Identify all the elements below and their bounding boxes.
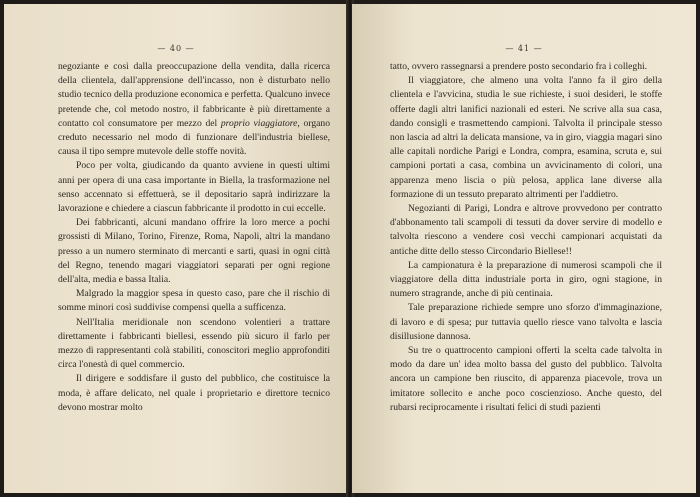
- paragraph: Tale preparazione richiede sempre uno sforzo d'immaginazione, di lavoro e di spesa; pur tuttavia quello riesce vano talvolta e lascia disillusione dannosa.: [390, 302, 662, 342]
- paragraph: Il viaggiatore, che almeno una volta l'anno fa il giro della clientela e l'avvicina, studia le sue richieste, i suoi desideri, le stoffe offerte dagli altri lanifici nazionali ed esteri. Ne scrive alla sua casa, dando consigli e trasmettendo campioni. Talvolta il principale stesso non lascia ad altri la delicata mansione, va in giro, viaggia magari sino alle capitali nordiche Parigi e Londra, compra, esamina, scruta e, sui campioni portati a casa, combina un avvicinamento di colori, una apparenza meno liscia o più pelosa, applica lane diverse alla formazione di un tessuto preparato altrimenti per l'addietro.: [390, 75, 662, 200]
- paragraph: negoziante e così dalla preoccupazione della vendita, dalla ricerca della clientela, dall'apprensione dell'incasso, non è disturbato nello studio tecnico della produzione economica e perfetta. Qualcuno invece pretende che, col metodo nostro, il fabbricante è più direttamente a contatto col consumatore per mezzo del proprio viaggiatore, organo creduto necessario nel modo di funzionare dell'industria biellese, causa il tipo sempre mutevole delle stoffe novità.: [58, 61, 330, 158]
- paragraph: Malgrado la maggior spesa in questo caso, pare che il rischio di somme minori così suddivise compensi quella a sufficenza.: [58, 288, 330, 314]
- paragraph: Dei fabbricanti, alcuni mandano offrire la loro merce a pochi grossisti di Milano, Torino, Firenze, Roma, Napoli, altri la mandano presso a un numero sterminato di mercanti e sarti, quasi in ogni città del Regno, tenendo magari viaggiatori separati per ogni regione dell'alta, media e bassa Italia.: [58, 217, 330, 286]
- right-page: [352, 4, 696, 493]
- paragraph: Negozianti di Parigi, Londra e altrove provvedono per contratto d'abbonamento tali scampoli di tessuti da dover servire di modello e talvolta riescono a vendere così vecchi campionari acquistati da antiche ditte dello stesso Circondario Biellese!!: [390, 203, 662, 257]
- page-body: [58, 60, 330, 415]
- paragraph: Il dirigere e soddisfare il gusto del pubblico, che costituisce la moda, è affare delicato, nel quale i proprietario e direttore tecnico devono mostrar molto: [58, 373, 330, 413]
- page-body: [390, 60, 662, 415]
- paragraph: La campionatura è la preparazione di numerosi scampoli che il viaggiatore della ditta industriale porta in giro, ogni stagione, in numero stragrande, anche di più centinaia.: [390, 259, 662, 300]
- paragraph: Nell'Italia meridionale non scendono volentieri a trattare direttamente i fabbricanti biellesi, essendo più sicuro il farlo per mezzo di rappresentanti colà stabiliti, conoscitori meglio approfonditi circa l'onestà di quel commercio.: [58, 316, 330, 371]
- page-number: — 40 —: [157, 44, 195, 53]
- paragraph: Su tre o quattrocento campioni offerti la scelta cade talvolta in modo da dare un' idea molto bassa del gusto del pubblico. Talvolta ancora un campione ben riuscito, di apparenza piacevole, trova un imitatore sollecito e anche poco coscienzioso. Anche questo, del rubarsi reciprocamente i risultati felici di studi pazienti: [390, 345, 662, 413]
- paragraph: Poco per volta, giudicando da quanto avviene in questi ultimi anni per opera di una casa importante in Biella, la trasformazione nel senso accennato si effettuerà, se il depositario saprà indirizzare la lavorazione e chiedere a ciascun fabbricante il prodotto in cui eccelle.: [58, 160, 330, 215]
- paragraph: tatto, ovvero rassegnarsi a prendere posto secondario fra i colleghi.: [390, 61, 648, 72]
- left-page: [4, 4, 348, 493]
- page-number: — 41 —: [505, 44, 543, 53]
